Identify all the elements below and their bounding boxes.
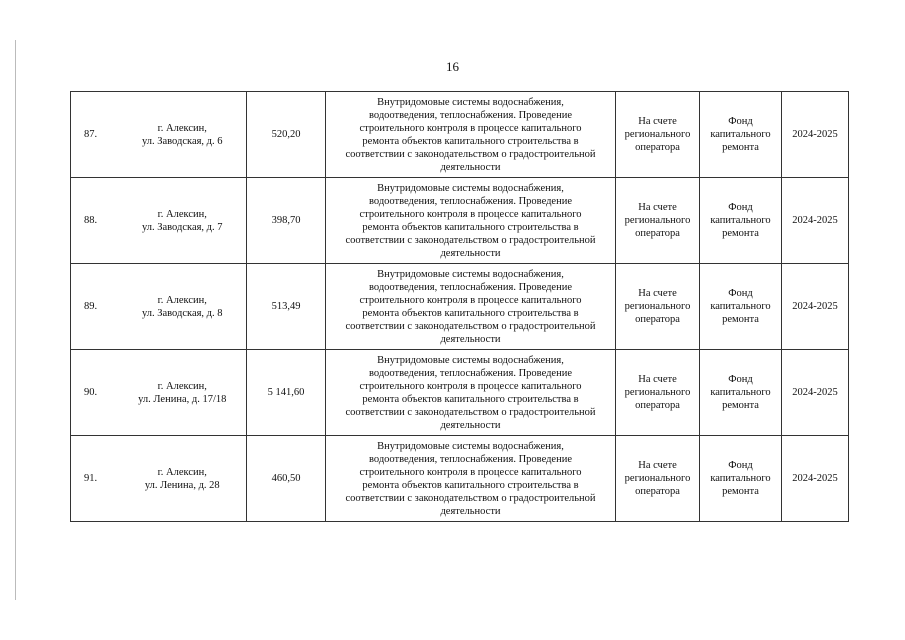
executor-line: На счете <box>638 202 677 213</box>
funding-source-cell <box>700 436 782 522</box>
work-description-line: водоотведения, теплоснабжения. Проведение <box>368 453 572 465</box>
funding-source-line: ремонта <box>722 486 759 497</box>
period-value: 2024-2025 <box>792 301 838 312</box>
executor-cell <box>616 436 700 522</box>
executor-line: регионального <box>624 215 691 226</box>
period-value: 2024-2025 <box>792 129 838 140</box>
funding-source-line: Фонд <box>728 460 753 471</box>
funding-source-cell <box>700 264 782 350</box>
work-description-line: водоотведения, теплоснабжения. Проведение <box>368 109 572 121</box>
address-cell <box>119 92 247 178</box>
address-street: ул. Ленина, д. 17/18 <box>138 393 227 405</box>
address-city: г. Алексин, <box>157 294 207 306</box>
executor-line: На счете <box>638 288 677 299</box>
work-description-cell <box>326 178 616 264</box>
work-description-line: строительного контроля в процессе капитального <box>359 122 582 134</box>
work-description-line: строительного контроля в процессе капитального <box>359 208 582 220</box>
row-number-cell <box>71 436 119 522</box>
executor-line: На счете <box>638 460 677 471</box>
work-description-cell <box>326 264 616 350</box>
area-cell <box>247 92 326 178</box>
executor-cell <box>616 264 700 350</box>
work-description-line: соответствии с законодательством о градостроительной <box>345 320 596 332</box>
executor-line: регионального <box>624 473 691 484</box>
executor-line: оператора <box>635 228 680 239</box>
executor-cell <box>616 178 700 264</box>
work-description-line: водоотведения, теплоснабжения. Проведение <box>368 195 572 207</box>
funding-source-line: Фонд <box>728 202 753 213</box>
table-row <box>71 350 849 436</box>
funding-source-cell <box>700 178 782 264</box>
table-body <box>71 92 849 522</box>
work-description-line: Внутридомовые системы водоснабжения, <box>377 96 564 108</box>
work-description-line: соответствии с законодательством о градостроительной <box>345 406 596 418</box>
address-cell <box>119 350 247 436</box>
executor-line: регионального <box>624 301 691 312</box>
funding-source-line: ремонта <box>722 400 759 411</box>
table-row <box>71 92 849 178</box>
executor-line: На счете <box>638 374 677 385</box>
table-row <box>71 436 849 522</box>
address-cell <box>119 178 247 264</box>
funding-source-line: капитального <box>710 473 771 484</box>
funding-source-line: ремонта <box>722 142 759 153</box>
row-number-cell <box>71 178 119 264</box>
work-description-cell <box>326 92 616 178</box>
funding-source-line: капитального <box>710 301 771 312</box>
address-street: ул. Заводская, д. 6 <box>141 135 223 147</box>
row-number: 87. <box>84 129 98 140</box>
funding-source-line: Фонд <box>728 374 753 385</box>
work-description-line: водоотведения, теплоснабжения. Проведение <box>368 281 572 293</box>
work-description-line: деятельности <box>440 247 501 259</box>
executor-line: оператора <box>635 400 680 411</box>
funding-source-line: капитального <box>710 129 771 140</box>
work-description-line: строительного контроля в процессе капитального <box>359 294 582 306</box>
address-cell <box>119 436 247 522</box>
period-cell <box>782 264 849 350</box>
work-description-line: водоотведения, теплоснабжения. Проведение <box>368 367 572 379</box>
row-number: 91. <box>84 473 98 484</box>
work-description-line: строительного контроля в процессе капитального <box>359 380 582 392</box>
funding-source-line: капитального <box>710 387 771 398</box>
work-description-line: ремонта объектов капитального строительства в <box>362 393 579 405</box>
work-description-line: Внутридомовые системы водоснабжения, <box>377 268 564 280</box>
table-row <box>71 264 849 350</box>
funding-source-line: Фонд <box>728 288 753 299</box>
work-description-line: деятельности <box>440 333 501 345</box>
address-cell <box>119 264 247 350</box>
work-description-line: строительного контроля в процессе капитального <box>359 466 582 478</box>
address-street: ул. Заводская, д. 8 <box>141 307 223 319</box>
work-schedule-table <box>70 91 849 522</box>
address-street: ул. Ленина, д. 28 <box>144 479 220 491</box>
area-value: 398,70 <box>271 215 301 226</box>
area-value: 513,49 <box>271 301 301 312</box>
executor-line: оператора <box>635 142 680 153</box>
period-value: 2024-2025 <box>792 387 838 398</box>
funding-source-line: ремонта <box>722 314 759 325</box>
work-description-line: деятельности <box>440 161 501 173</box>
address-city: г. Алексин, <box>157 122 207 134</box>
work-description-line: деятельности <box>440 505 501 517</box>
row-number-cell <box>71 92 119 178</box>
executor-cell <box>616 350 700 436</box>
area-cell <box>247 178 326 264</box>
work-description-line: деятельности <box>440 419 501 431</box>
funding-source-line: Фонд <box>728 116 753 127</box>
period-cell <box>782 436 849 522</box>
work-description-cell <box>326 350 616 436</box>
scan-edge-mark <box>15 40 16 600</box>
area-value: 5 141,60 <box>267 387 305 398</box>
row-number: 90. <box>84 387 98 398</box>
address-street: ул. Заводская, д. 7 <box>141 221 223 233</box>
work-description-line: соответствии с законодательством о градостроительной <box>345 148 596 160</box>
area-value: 460,50 <box>271 473 301 484</box>
executor-line: оператора <box>635 486 680 497</box>
funding-source-line: капитального <box>710 215 771 226</box>
period-cell <box>782 178 849 264</box>
work-description-line: ремонта объектов капитального строительства в <box>362 479 579 491</box>
period-value: 2024-2025 <box>792 215 838 226</box>
period-cell <box>782 92 849 178</box>
funding-source-cell <box>700 92 782 178</box>
address-city: г. Алексин, <box>157 380 207 392</box>
executor-line: регионального <box>624 387 691 398</box>
table-row <box>71 178 849 264</box>
address-city: г. Алексин, <box>157 208 207 220</box>
work-description-cell <box>326 436 616 522</box>
executor-line: регионального <box>624 129 691 140</box>
page-number: 16 <box>446 59 459 74</box>
area-cell <box>247 264 326 350</box>
work-description-line: Внутридомовые системы водоснабжения, <box>377 182 564 194</box>
row-number-cell <box>71 264 119 350</box>
work-description-line: ремонта объектов капитального строительства в <box>362 221 579 233</box>
row-number-cell <box>71 350 119 436</box>
work-description-line: соответствии с законодательством о градостроительной <box>345 492 596 504</box>
work-description-line: Внутридомовые системы водоснабжения, <box>377 354 564 366</box>
funding-source-cell <box>700 350 782 436</box>
executor-cell <box>616 92 700 178</box>
area-cell <box>247 436 326 522</box>
row-number: 89. <box>84 301 98 312</box>
row-number: 88. <box>84 215 98 226</box>
work-description-line: соответствии с законодательством о градостроительной <box>345 234 596 246</box>
area-value: 520,20 <box>271 129 301 140</box>
funding-source-line: ремонта <box>722 228 759 239</box>
period-cell <box>782 350 849 436</box>
area-cell <box>247 350 326 436</box>
work-description-line: ремонта объектов капитального строительства в <box>362 307 579 319</box>
executor-line: На счете <box>638 116 677 127</box>
executor-line: оператора <box>635 314 680 325</box>
address-city: г. Алексин, <box>157 466 207 478</box>
work-description-line: ремонта объектов капитального строительства в <box>362 135 579 147</box>
work-description-line: Внутридомовые системы водоснабжения, <box>377 440 564 452</box>
period-value: 2024-2025 <box>792 473 838 484</box>
